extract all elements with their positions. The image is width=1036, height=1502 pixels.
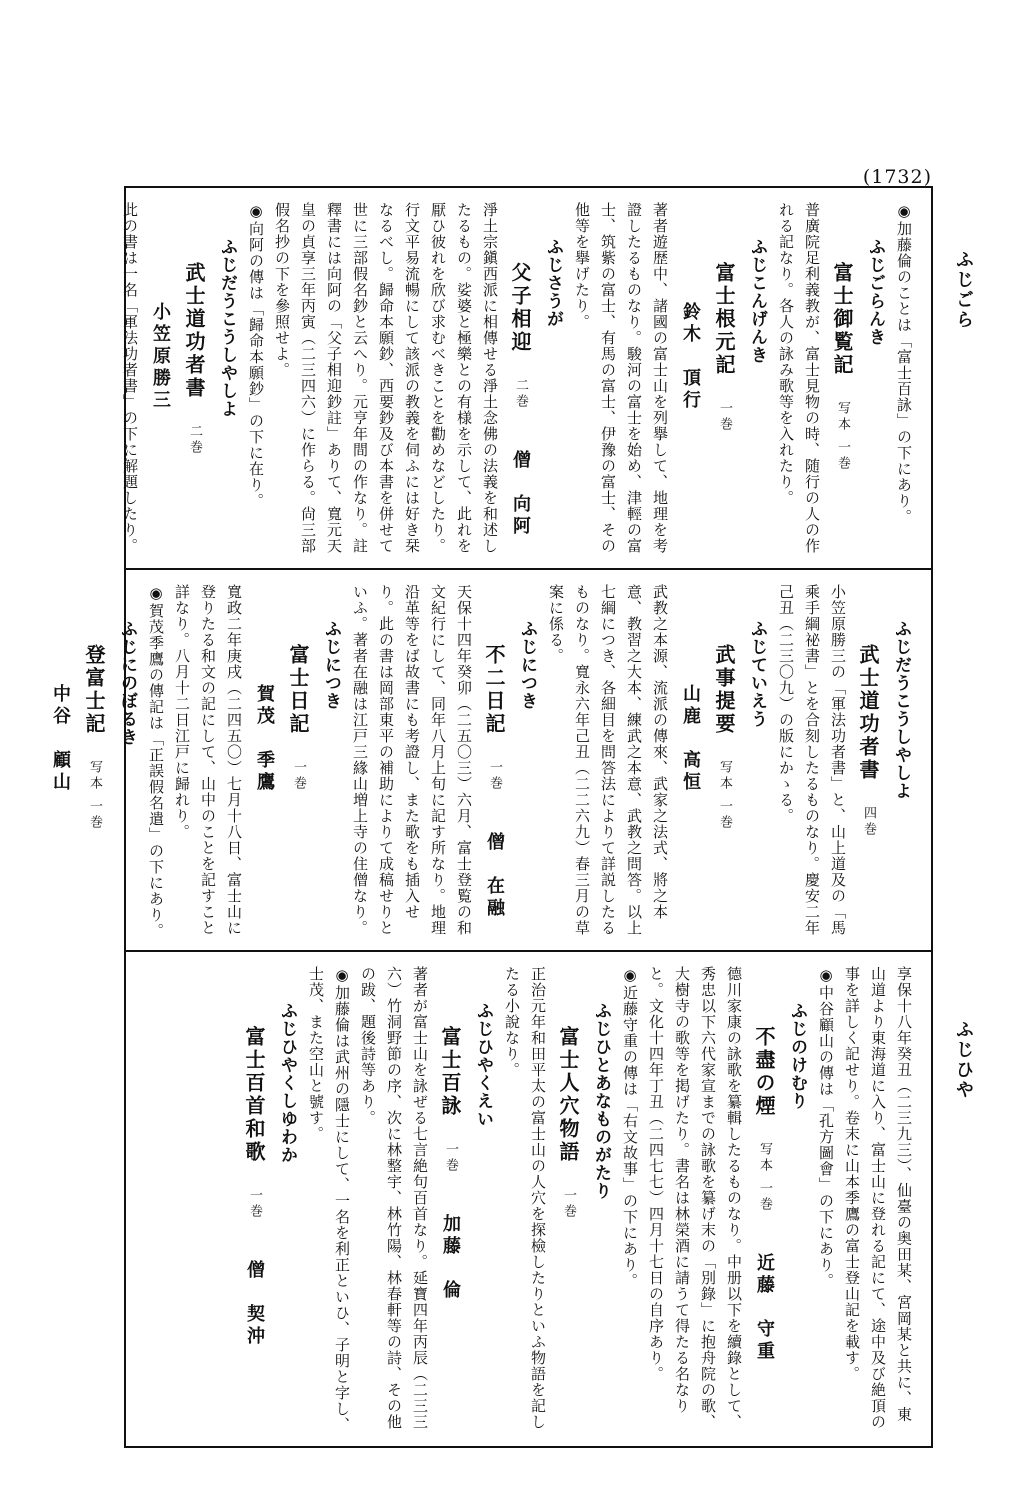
entry-volume: 二巻: [187, 424, 202, 456]
entry-text: ◉加藤倫は武州の隱士にして、一名を利正といひ、子明と字し、士茂、また空山と號す。: [307, 966, 351, 1433]
entry-text: 此の書は一名「軍法功者書」の下に解題したり。: [121, 202, 139, 554]
entry-volume: 一巻: [291, 760, 306, 792]
entry-title: 富士根元記: [712, 262, 736, 377]
entry-text: 享保十八年癸丑（二三九三）、仙臺の奥田某、宮岡某と共に、東山道より東海道に入り、富士山に登れる記にて、途中及び絶頂の事を詳しく記せり。卷末に山本季鷹の富士登山記を載す。: [843, 966, 913, 1430]
entry-heading: ふじひやくしゆわか: [277, 1002, 297, 1164]
entry-text: ◉近藤守重の傳は「右文故事」の下にあり。: [621, 966, 639, 1289]
entry-heading: ふじのけむり: [787, 1002, 807, 1110]
entry-title-row: [673, 644, 741, 940]
entry-heading: ふじごらんき: [865, 238, 885, 346]
band-bottom-columns: [140, 966, 917, 1438]
entry-volume: 二巻: [513, 378, 528, 410]
entry-author: 小笠原勝三: [150, 302, 171, 412]
entry-text: 天保十四年癸卯（二五〇三）六月、富士登覧の和文紀行にして、同年八月上旬に記す所なり。地理沿革等をば故書にも考證し、また歌をも插入せり。此の書は岡部東平の補助によりて成稿せりといふ。著者在融は江戸三緣山増上寺の住僧なり。: [351, 584, 473, 936]
entry-author: 僧 向阿: [510, 450, 531, 538]
page-frame: [50, 186, 933, 1448]
entry-title: 富士百詠: [438, 1026, 462, 1118]
entry-author: 加藤 倫: [440, 1214, 461, 1302]
entry-title-row: [247, 644, 315, 940]
entry-heading: ふじひやくえい: [473, 1002, 493, 1128]
band-middle: [50, 570, 931, 950]
entry-text: 德川家康の詠歌を纂輯したるものなり。中册以下を續錄として、秀忠以下六代家宣までの詠歌を纂げ末の「別錄」に抱舟院の歌、大樹寺の歌等を掲げたり。書名は林榮酒に請うて得たる名なりと。文化十四年丁丑（二四七七）四月十七日の自序あり。: [647, 966, 743, 1430]
entry-author: 賀茂 季鷹: [254, 684, 275, 794]
entry-title-row: [237, 1026, 271, 1438]
entry-volume: 一巻: [487, 760, 502, 792]
band-top: [121, 188, 931, 568]
entry-heading: ふじこんげんき: [747, 238, 767, 364]
entry-text: 著者遊歴中、諸國の富士山を列擧して、地理を考證したるものなり。駿河の富士を始め、津輕の富士、筑紫の富士、有馬の富士、伊豫の富士、その他等を擧げたり。: [573, 202, 669, 554]
entry-text: 寬政二年庚戌（二四五〇）七月十八日、富士山に登りたる和文の記にして、山中のことを記すこと詳なり。八月十二日江戸に歸れり。: [173, 584, 243, 936]
page-number: (1732): [862, 166, 932, 188]
entry-text: ◉賀茂季鷹の傳記は「正誤假名遣」の下にあり。: [147, 584, 165, 939]
entry-volume: 写本 一巻: [757, 1142, 772, 1214]
entry-heading: ふじにつき: [517, 620, 537, 710]
entry-title-row: [143, 262, 211, 558]
entry-heading: ふじさうが: [543, 238, 563, 328]
running-head-top: ふじごら: [953, 250, 974, 330]
entry-title: 登富士記: [82, 644, 106, 736]
entry-volume: 写本 一巻: [87, 760, 102, 832]
entry-heading: ふじにのぼるき: [117, 620, 137, 746]
entry-title: 父子相迎: [508, 262, 532, 354]
entry-title-row: [673, 262, 741, 558]
entry-author: 僧 契沖: [244, 1260, 265, 1348]
entry-title-row: [477, 644, 511, 940]
entry-title-row: [825, 262, 859, 558]
entry-heading: ふじだうこうしやしよ: [891, 620, 911, 800]
entry-text: 普廣院足利義教が、富士見物の時、随行の人の作れる記なり。各人の詠み歌等を入れたり。: [777, 202, 821, 554]
band-bottom: [126, 952, 931, 1448]
entry-text: 正治元年和田平太の富士山の人穴を探檢したりといふ物語を記したる小說なり。: [503, 966, 547, 1430]
entry-title-row: [43, 644, 111, 940]
entry-author: 山鹿 高恒: [680, 684, 701, 794]
entry-volume: 一巻: [717, 401, 732, 433]
entry-title-row: [747, 1026, 781, 1438]
entry-title-row: [851, 644, 885, 940]
entry-volume: 一巻: [561, 1188, 576, 1220]
entry-title-row: [433, 1026, 467, 1438]
entry-text: ◉向阿の傳は「歸命本願鈔」の下に在り。: [247, 202, 265, 509]
entry-author: 僧 在融: [484, 832, 505, 920]
entry-title: 富士百首和歌: [242, 1026, 266, 1164]
entry-heading: ふじにつき: [321, 620, 341, 710]
entry-volume: 四巻: [861, 806, 876, 838]
entry-title: 不二日記: [482, 644, 506, 736]
entry-author: 中谷 顧山: [50, 684, 71, 794]
entry-title: 富士人穴物語: [556, 1026, 580, 1164]
band-top-columns: [121, 202, 917, 558]
band-middle-columns: [50, 584, 917, 940]
entry-text: ◉加藤倫のことは「富士百詠」の下にあり。: [895, 202, 913, 525]
entry-text: 武教之本源、流派の傳來、武家之法式、將之本意、教習之大本、練武之本意、武教之問答。以上七綱につき、各細目を問答法によりて詳説したるものなり。寬永六年己丑（二二六九）春三月の草案に係る。: [547, 584, 669, 936]
entry-text: ◉中谷顧山の傳は「孔方圖會」の下にあり。: [817, 966, 835, 1289]
entry-title-row: [551, 1026, 585, 1438]
entry-heading: ふじだうこうしやしよ: [217, 238, 237, 418]
entry-title: 武士道功者書: [856, 644, 880, 782]
entry-text: 淨土宗鎭西派に相傳せる淨土念佛の法義を和述したるもの。娑婆と極樂との有様を示して、此れを厭ひ彼れを欣び求むべきことを勸めなどしたり。行文平易流暢にして該派の教義を伺ふには好き栞なるべし。歸命本願鈔、西要鈔及び本書を併せて世に三部假名鈔と云へり。元亨年間の作なり。註釋書には向阿の「父子相迎鈔註」ありて、寬元天皇の貞享三年丙寅（二三四六）に作らる。尙三部假名抄の下を參照せよ。: [273, 202, 499, 554]
entry-text: 小笠原勝三の「軍法功者書」と、山上道及の「馬乘手綱祕書」とを合刻したるものなり。慶安二年己丑（二三〇九）の版にかゝる。: [777, 584, 847, 936]
entry-author: 近藤 守重: [754, 1253, 775, 1364]
entry-heading: ふじひとあなものがたり: [591, 1002, 611, 1200]
entry-volume: 一巻: [247, 1188, 262, 1220]
entry-title: 不盡の煙: [752, 1026, 776, 1118]
entry-heading: ふじていえう: [747, 620, 767, 728]
running-head-bottom: ふじひや: [953, 1020, 974, 1100]
entry-title: 武士道功者書: [182, 262, 206, 400]
entry-author: 鈴木 頂行: [680, 302, 701, 412]
entry-title: 武事提要: [712, 644, 736, 736]
entry-title: 富士日記: [286, 644, 310, 736]
entry-text: 著者が富士山を詠ぜる七言絶句百首なり。延寶四年丙辰（二三三六）竹洞野節の序、次に林整宇、林竹陽、林春軒等の詩、その他の跋、題後詩等あり。: [359, 966, 429, 1430]
entry-title-row: [503, 262, 537, 558]
entry-volume: 一巻: [443, 1142, 458, 1174]
entry-volume: 写本 一巻: [835, 401, 850, 473]
entry-volume: 写本 一巻: [717, 760, 732, 832]
entry-title: 富士御覧記: [830, 262, 854, 377]
